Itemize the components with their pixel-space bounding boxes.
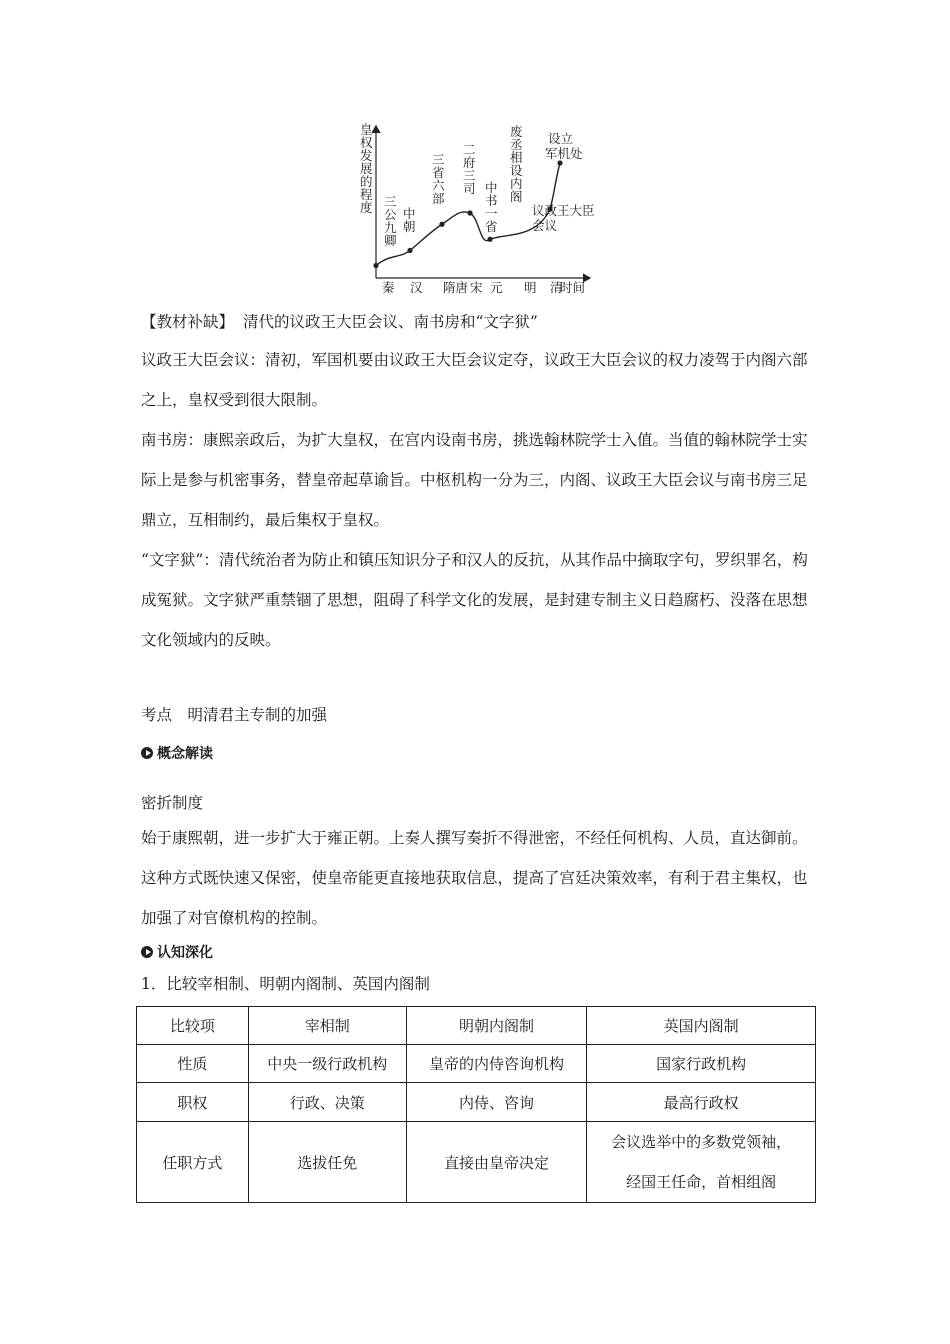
table-cell: 皇帝的内侍咨询机构 [406,1045,587,1083]
table-header-cell: 英国内阁制 [587,1007,816,1045]
table-cell: 选拔任免 [248,1122,406,1203]
data-point [487,237,492,242]
point-label: 议政王大臣会议 [532,203,595,233]
x-tick-label: 宋 [470,280,483,295]
supplement-title: 清代的议政王大臣会议、南书房和“文字狱” [242,313,538,331]
point-label: 设立军机处 [545,131,583,161]
table-cell: 职权 [137,1083,249,1122]
data-point [557,160,562,165]
paragraph-yizheng: 议政王大臣会议：清初，军国机要由议政王大臣会议定夺，议政王大臣会议的权力凌驾于内阁六部之上，皇权受到很大限制。 [141,351,808,409]
table-cell: 任职方式 [137,1122,249,1203]
table-cell: 内侍、咨询 [406,1083,587,1122]
data-point [373,263,378,268]
point-label: 三公九卿 [384,194,397,248]
x-tick-label: 明 [524,280,537,295]
table-cell [587,1122,816,1203]
point-label: 二府三司 [463,142,476,196]
table-cell: 行政、决策 [248,1083,406,1122]
table-row [137,1045,816,1083]
data-point [467,210,472,215]
concept-text: 始于康熙朝，进一步扩大于雍正朝。上奏人撰写奏折不得泄密，不经任何机构、人员，直达御前。这种方式既快速又保密，使皇帝能更直接地获取信息，提高了宫廷决策效率，有利于君主集权，也加强了对官僚机构的控制。 [141,829,808,927]
concept-header-label: 概念解读 [157,746,213,762]
supplement-heading [141,310,538,332]
table-row [137,1083,816,1122]
deepen-section-header [141,942,213,962]
kaodian-heading: 考点 明清君主专制的加强 [141,706,328,724]
table-row [137,1122,816,1203]
concept-section-header [141,743,213,763]
y-axis-label-text: 皇权发展的程度 [360,122,373,215]
paragraph-nanshufang: 南书房：康熙亲政后，为扩大皇权，在宫内设南书房，挑选翰林院学士入值。当值的翰林院学士实际上是参与机密事务，替皇帝起草谕旨。中枢机构一分为三，内阁、议政王大臣会议与南书房三足鼎立，互相制约，最后集权于皇权。 [141,431,808,529]
paragraph-wenziyu: “文字狱”：清代统治者为防止和镇压知识分子和汉人的反抗，从其作品中摘取字句，罗织罪名，构成冤狱。文字狱严重禁锢了思想，阻碍了科学文化的发展，是封建专制主义日趋腐朽、没落在思想文化领域内的反映。 [141,551,808,649]
data-point [439,222,444,227]
table-cell-line: 会议选举中的多数党领袖， [611,1133,792,1151]
x-tick-label: 清 [550,280,563,295]
comparison-item-title: 1．比较宰相制、明朝内阁制、英国内阁制 [141,975,430,993]
x-tick-label: 元 [490,280,503,295]
power-chart [340,118,610,298]
table-header-cell: 比较项 [137,1007,249,1045]
table-cell: 直接由皇帝决定 [406,1122,587,1203]
point-label: 中书一省 [485,180,498,234]
point-label: 中朝 [403,206,416,234]
table-cell: 中央一级行政机构 [248,1045,406,1083]
comparison-table [136,1006,816,1203]
point-label: 三省六部 [432,152,445,206]
table-cell: 最高行政权 [587,1083,816,1122]
table-header-cell: 宰相制 [248,1007,406,1045]
deepen-header-label: 认知深化 [157,945,213,961]
x-tick-label: 汉 [410,280,423,295]
table-cell: 性质 [137,1045,249,1083]
supplement-tag: 【教材补缺】 [141,313,235,331]
table-header-row [137,1007,816,1045]
x-tick-label: 秦 [382,280,395,295]
concept-term: 密折制度 [141,794,204,812]
x-tick-label: 隋唐 [443,280,469,295]
play-icon [141,946,153,958]
supplement-body [141,340,816,660]
x-axis-label: 时间 [560,280,586,295]
table-header-cell: 明朝内阁制 [406,1007,587,1045]
data-point [407,248,412,253]
table-cell-line: 经国王任命，首相组阁 [626,1173,777,1191]
table-cell: 国家行政机构 [587,1045,816,1083]
play-icon [141,747,153,759]
annotation-fei-chengxiang: 废丞相设内阁 [510,124,523,204]
